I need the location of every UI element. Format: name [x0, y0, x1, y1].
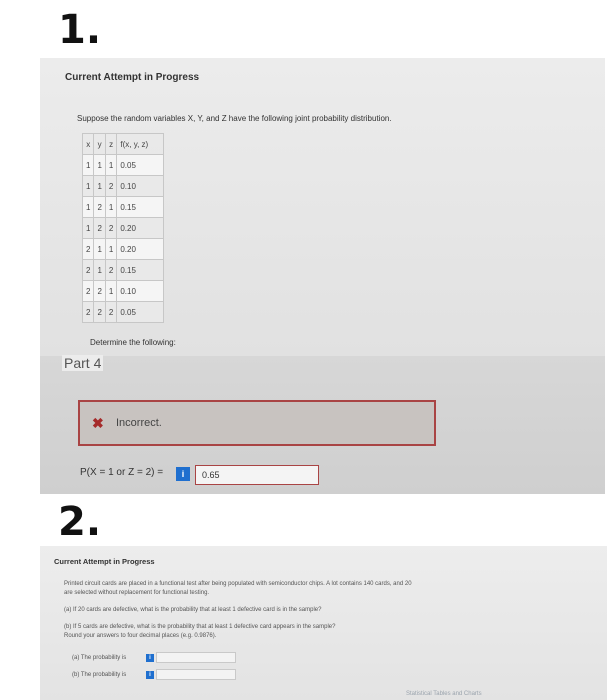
cell-y: 1 [94, 155, 105, 176]
info-icon[interactable]: i [146, 671, 154, 679]
cell-f: 0.05 [117, 155, 164, 176]
header-y: y [94, 134, 105, 155]
answer-a-input[interactable] [156, 652, 236, 663]
cell-x: 2 [83, 260, 94, 281]
part-title: Part 4 [64, 355, 102, 371]
info-icon[interactable]: i [176, 467, 190, 481]
table-header-row [83, 134, 164, 155]
cell-x: 1 [83, 155, 94, 176]
cell-f: 0.05 [117, 302, 164, 323]
joint-distribution-table [82, 133, 164, 323]
cell-y: 2 [94, 197, 105, 218]
statistical-tables-link[interactable]: Statistical Tables and Charts [406, 691, 482, 697]
problem-text-line: Printed circuit cards are placed in a functional test after being populated with semiconductor chips. A lot contains 140 cards, and 20 [64, 581, 412, 587]
cell-f: 0.20 [117, 239, 164, 260]
cell-y: 1 [94, 239, 105, 260]
header-z: z [105, 134, 116, 155]
cell-f: 0.10 [117, 281, 164, 302]
info-icon[interactable]: i [146, 654, 154, 662]
determine-instruction: Determine the following: [90, 338, 176, 347]
attempt-status: Current Attempt in Progress [54, 557, 155, 566]
cell-x: 1 [83, 176, 94, 197]
answer-b-label: (b) The probability is [72, 672, 127, 678]
cell-f: 0.15 [117, 197, 164, 218]
cell-f: 0.20 [117, 218, 164, 239]
table-row [83, 155, 164, 176]
feedback-message: Incorrect. [116, 417, 162, 429]
cell-z: 1 [105, 281, 116, 302]
cell-z: 1 [105, 197, 116, 218]
cell-z: 2 [105, 302, 116, 323]
cell-z: 2 [105, 218, 116, 239]
header-x: x [83, 134, 94, 155]
cell-y: 1 [94, 176, 105, 197]
cell-y: 1 [94, 260, 105, 281]
cell-z: 1 [105, 155, 116, 176]
cell-x: 2 [83, 239, 94, 260]
answer-a-label: (a) The probability is [72, 655, 127, 661]
problem-text-line: are selected without replacement for functional testing. [64, 590, 210, 596]
cell-z: 1 [105, 239, 116, 260]
rounding-instruction: Round your answers to four decimal places (e.g. 0.9876). [64, 633, 217, 639]
incorrect-icon: ✖ [92, 415, 104, 431]
table-row [83, 239, 164, 260]
feedback-banner [78, 400, 436, 446]
cell-f: 0.10 [117, 176, 164, 197]
cell-z: 2 [105, 176, 116, 197]
question-prompt: Suppose the random variables X, Y, and Z have the following joint probability distribution. [77, 114, 392, 123]
attempt-status: Current Attempt in Progress [65, 72, 200, 83]
problem-number-1: 1. [58, 7, 102, 53]
cell-x: 2 [83, 302, 94, 323]
cell-z: 2 [105, 260, 116, 281]
cell-y: 2 [94, 281, 105, 302]
cell-f: 0.15 [117, 260, 164, 281]
header-f: f(x, y, z) [117, 134, 164, 155]
table-row [83, 302, 164, 323]
problem-number-2: 2. [58, 499, 102, 545]
table-row [83, 176, 164, 197]
question-b: (b) If 5 cards are defective, what is the probability that at least 1 defective card appears in the sample? [64, 624, 336, 630]
answer-b-input[interactable] [156, 669, 236, 680]
answer-input[interactable]: 0.65 [195, 465, 319, 485]
cell-x: 2 [83, 281, 94, 302]
table-row [83, 260, 164, 281]
question-a: (a) If 20 cards are defective, what is the probability that at least 1 defective card is in the sample? [64, 607, 322, 613]
photo-circuit-cards [40, 546, 607, 700]
cell-x: 1 [83, 197, 94, 218]
answer-question: P(X = 1 or Z = 2) = [80, 467, 164, 478]
cell-x: 1 [83, 218, 94, 239]
table-row [83, 281, 164, 302]
cell-y: 2 [94, 302, 105, 323]
cell-y: 2 [94, 218, 105, 239]
table-row [83, 218, 164, 239]
table-row [83, 197, 164, 218]
